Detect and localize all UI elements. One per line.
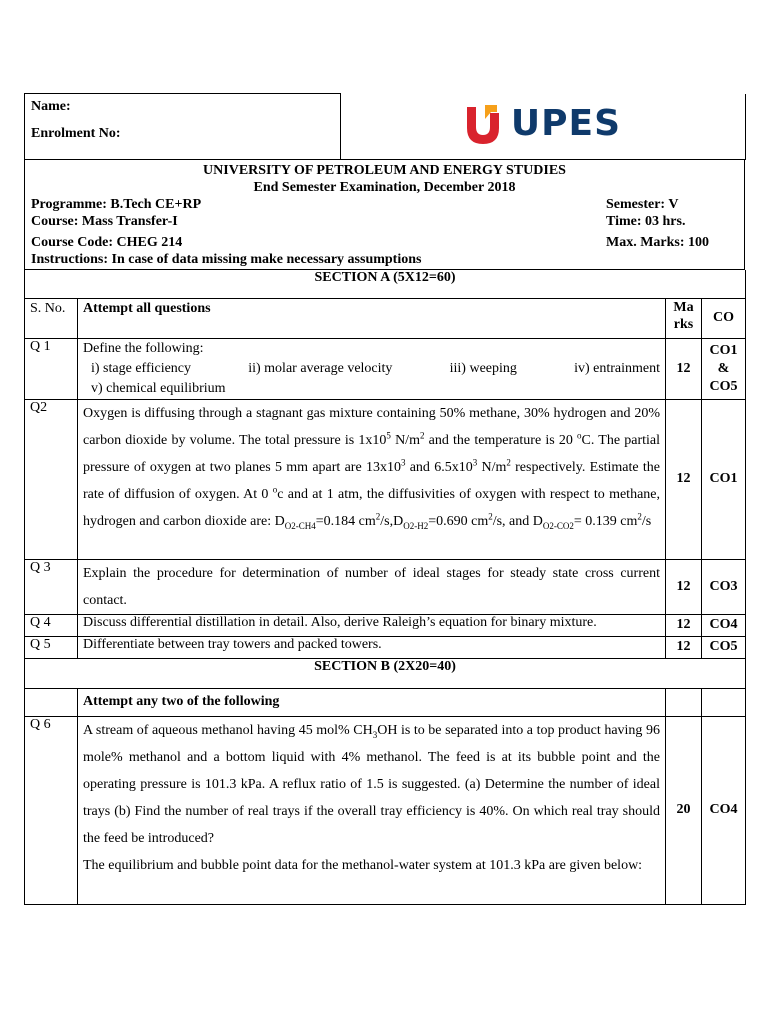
col-marks-header: Ma rks bbox=[666, 298, 702, 338]
q1-opt2: ii) molar average velocity bbox=[248, 360, 393, 376]
q6-text: A stream of aqueous methanol having 45 mol% $CH_3OH$ is to be separated into a top product having 96 mole% methanol and a bottom liquid with 4% methanol. The feed is at its bubble point and the operating pressure is 101.3 kPa. A reflux ratio of 1.5 is suggested. (a) Determine the number of ideal trays (b) Find the number of real trays if the overall tray efficiency is 40%. On which real tray should the feed be introduced? The equilibrium and bubble point data for the methanol-water system at 101.3 kPa are given below: bbox=[78, 716, 666, 904]
max-marks: Max. Marks: 100 bbox=[606, 235, 710, 250]
q5-text: Differentiate between tray towers and packed towers. bbox=[78, 636, 666, 658]
section-b-title: SECTION B (2X20=40) bbox=[25, 658, 746, 688]
header-table bbox=[24, 93, 746, 160]
course-code: Course Code: CHEG 214 bbox=[31, 235, 183, 250]
info-table bbox=[24, 160, 745, 270]
exam-sheet bbox=[24, 93, 745, 905]
question-row-2 bbox=[25, 399, 746, 559]
q1-opt3: iii) weeping bbox=[449, 360, 517, 376]
q1-opt4: iv) entrainment bbox=[574, 360, 660, 376]
question-row-5 bbox=[25, 636, 746, 658]
programme: Programme: B.Tech CE+RP bbox=[31, 197, 202, 212]
question-row-4 bbox=[25, 614, 746, 636]
q1-co bbox=[702, 338, 746, 399]
col-question-header: Attempt all questions bbox=[78, 298, 666, 338]
q2-co: CO1 bbox=[702, 399, 746, 559]
q1-text bbox=[78, 338, 666, 399]
q4-number: Q 4 bbox=[25, 614, 78, 636]
section-a-title: SECTION A (5X12=60) bbox=[25, 270, 746, 298]
name-label: Name: bbox=[31, 99, 71, 114]
student-fields bbox=[25, 94, 341, 160]
exam-info bbox=[25, 160, 745, 270]
q3-text: Explain the procedure for determination of number of ideal stages for steady state cross current contact. bbox=[78, 559, 666, 614]
q1-co-a: CO1 bbox=[709, 342, 738, 358]
q3-co: CO3 bbox=[702, 559, 746, 614]
section-b-blank-sno bbox=[25, 688, 78, 716]
section-b-blank-co bbox=[702, 688, 746, 716]
questions-table bbox=[24, 270, 746, 905]
q6-co: CO4 bbox=[702, 716, 746, 904]
q1-intro: Define the following: bbox=[83, 340, 204, 356]
upes-emblem-icon bbox=[465, 103, 501, 145]
q1-opt5: v) chemical equilibrium bbox=[91, 380, 226, 396]
logo-cell bbox=[341, 94, 746, 160]
q1-opt1: i) stage efficiency bbox=[91, 360, 192, 376]
q3-marks: 12 bbox=[666, 559, 702, 614]
section-b-blank-marks bbox=[666, 688, 702, 716]
q5-number: Q 5 bbox=[25, 636, 78, 658]
section-b-instruction: Attempt any two of the following bbox=[78, 688, 666, 716]
q6-marks: 20 bbox=[666, 716, 702, 904]
enrolment-label: Enrolment No: bbox=[31, 126, 121, 141]
q2-marks: 12 bbox=[666, 399, 702, 559]
q1-number: Q 1 bbox=[25, 338, 78, 399]
q5-marks: 12 bbox=[666, 636, 702, 658]
semester: Semester: V bbox=[606, 197, 679, 212]
q6-data-note: The equilibrium and bubble point data for the methanol-water system at 101.3 kPa are given below: bbox=[83, 857, 643, 873]
q4-text: Discuss differential distillation in detail. Also, derive Raleigh’s equation for binary mixture. bbox=[78, 614, 666, 636]
q2-number: Q2 bbox=[25, 399, 78, 559]
col-co-header: CO bbox=[702, 298, 746, 338]
q1-co-amp: & bbox=[717, 360, 730, 376]
time: Time: 03 hrs. bbox=[606, 214, 686, 229]
university-name: UNIVERSITY OF PETROLEUM AND ENERGY STUDIES bbox=[203, 163, 566, 178]
course: Course: Mass Transfer-I bbox=[31, 214, 178, 229]
q4-marks: 12 bbox=[666, 614, 702, 636]
logo-text: UPES bbox=[510, 103, 622, 144]
upes-logo bbox=[341, 94, 745, 154]
q1-marks: 12 bbox=[666, 338, 702, 399]
q2-text: Oxygen is diffusing through a stagnant gas mixture containing 50% methane, 30% hydrogen and 20% carbon dioxide by volume. The total pressure is $1x10^5$ $N/m^2$ and the temperature is 20 $^o$C. The partial pressure of oxygen at two planes 5 mm apart are $13x10^3$ and $6.5x10^3$ $N/m^2$ respectively. Estimate the rate of diffusion of oxygen. At 0 $^o$c and at 1 atm, the diffusivities of oxygen with respect to methane, hydrogen and carbon dioxide are: $D_{O2-CH4}=0.184$ $cm^2/s,D_{O2-H2}=0.690$ $cm^2/s$, and $D_{O2-CO2}= 0.139$ $cm^2/s$ bbox=[78, 399, 666, 559]
q3-number: Q 3 bbox=[25, 559, 78, 614]
question-row-6 bbox=[25, 716, 746, 904]
q4-co: CO4 bbox=[702, 614, 746, 636]
col-sno-header: S. No. bbox=[25, 298, 78, 338]
question-row-3 bbox=[25, 559, 746, 614]
exam-title: End Semester Examination, December 2018 bbox=[253, 180, 516, 195]
q5-co: CO5 bbox=[702, 636, 746, 658]
instructions: Instructions: In case of data missing make necessary assumptions bbox=[31, 252, 422, 267]
question-row-1 bbox=[25, 338, 746, 399]
q1-co-b: CO5 bbox=[709, 378, 738, 394]
q6-number: Q 6 bbox=[25, 716, 78, 904]
